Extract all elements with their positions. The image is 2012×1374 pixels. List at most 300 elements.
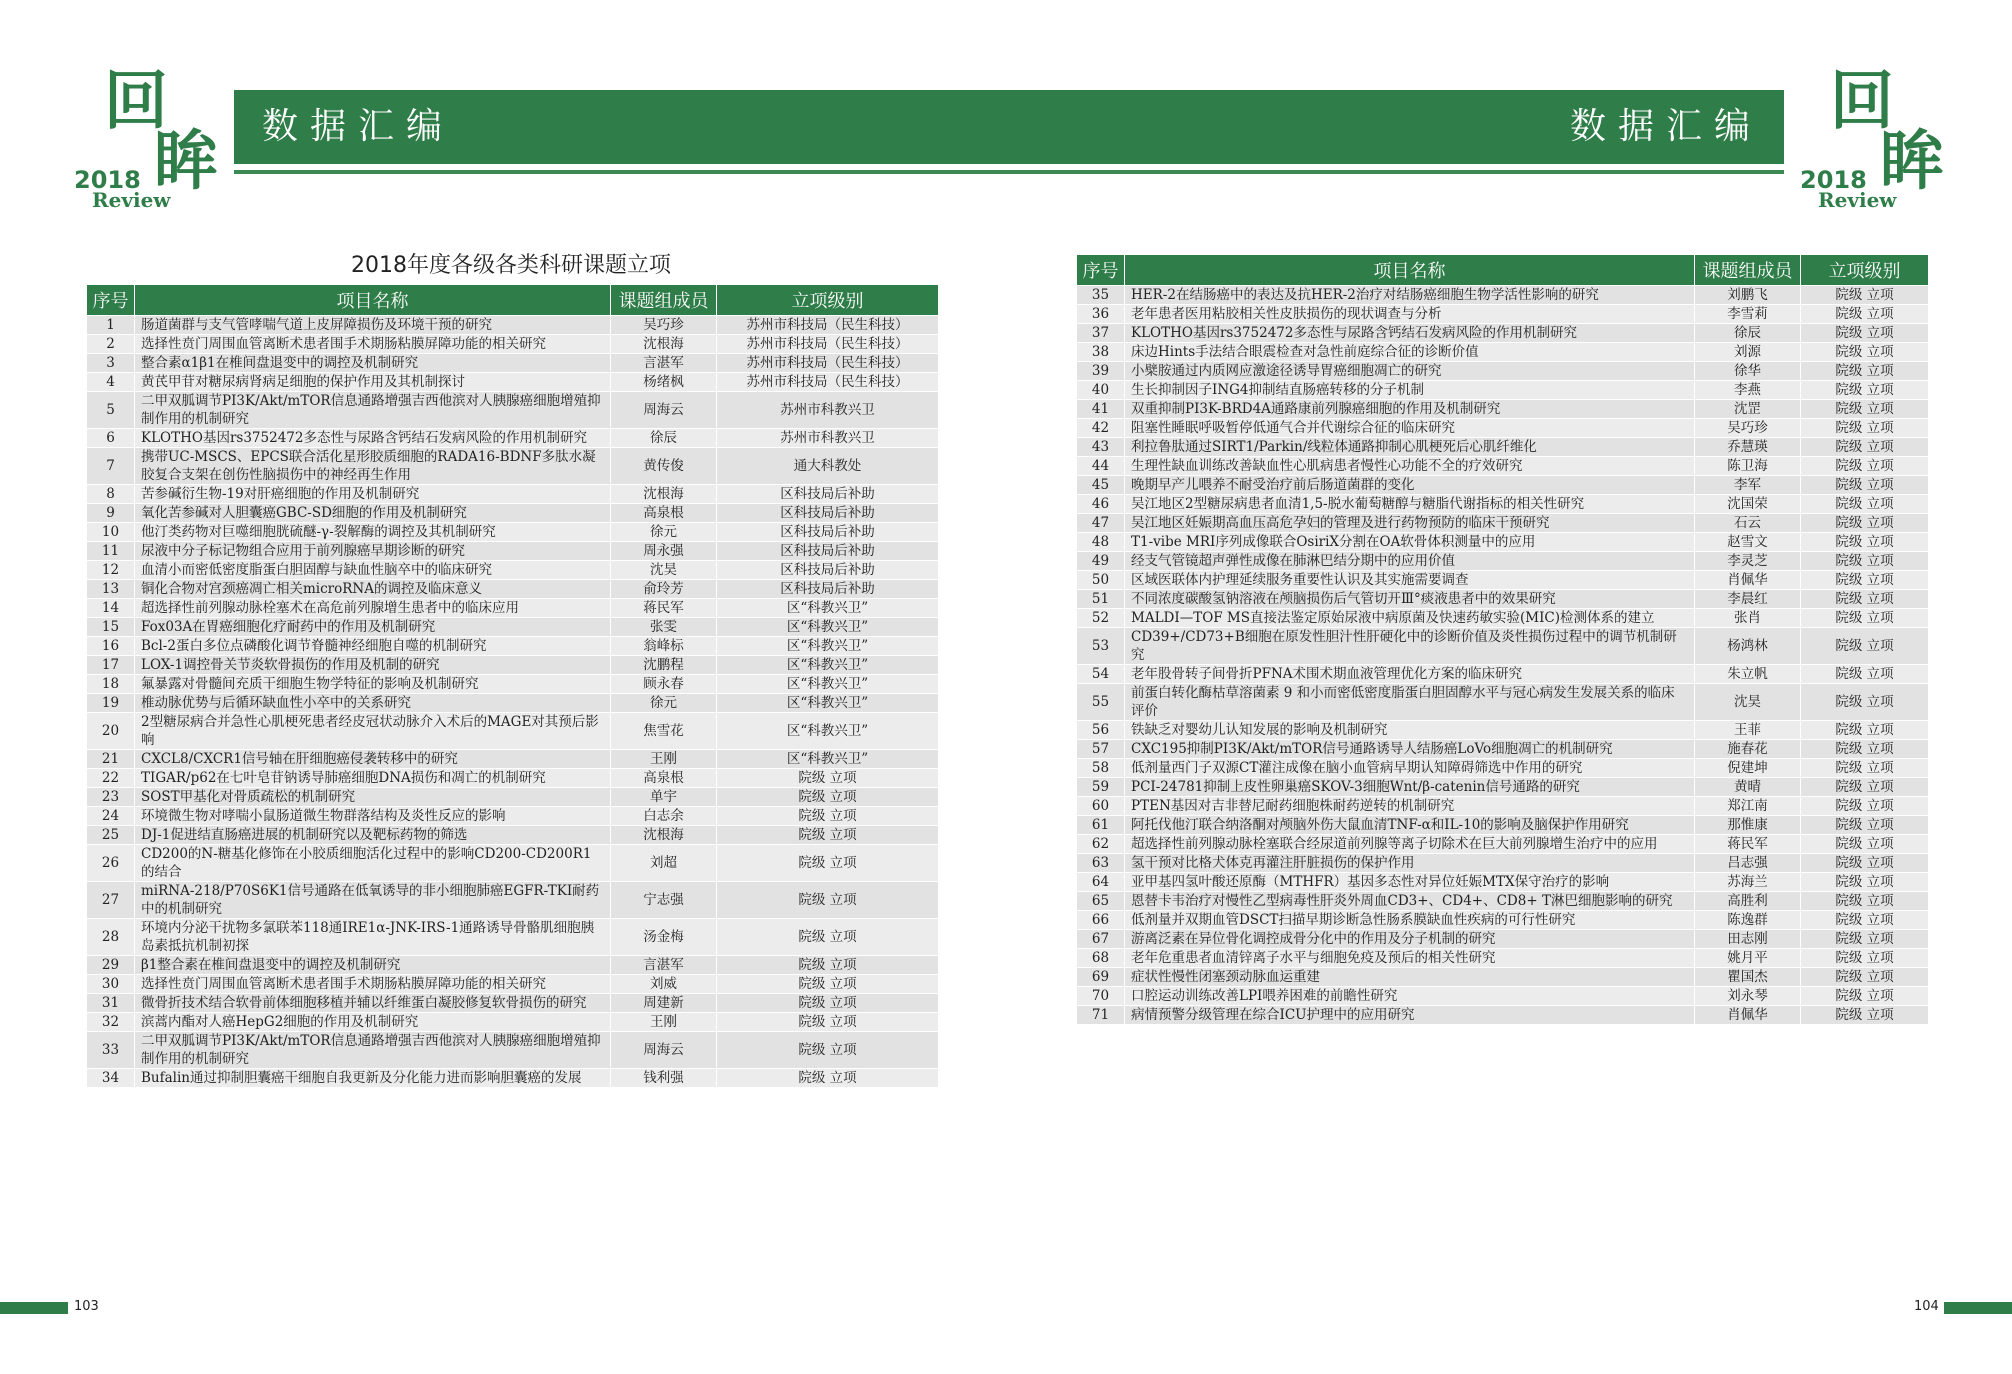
row-number: 46 — [1077, 495, 1125, 514]
project-level: 区科技局后补助 — [717, 542, 939, 561]
table-row — [1077, 571, 1929, 590]
project-name: 低剂量西门子双源CT灌注成像在脑小血管病早期认知障碍筛选中作用的研究 — [1125, 759, 1695, 778]
project-level: 院级 立项 — [717, 956, 939, 975]
row-number: 14 — [87, 599, 135, 618]
project-name: 吴江地区妊娠期高血压高危孕妇的管理及进行药物预防的临床干预研究 — [1125, 514, 1695, 533]
row-number: 55 — [1077, 684, 1125, 721]
row-number: 16 — [87, 637, 135, 656]
row-number: 11 — [87, 542, 135, 561]
row-number: 68 — [1077, 949, 1125, 968]
footer-bar-left — [0, 1302, 68, 1314]
project-level: 通大科教处 — [717, 448, 939, 485]
project-level: 院级 立项 — [1801, 949, 1929, 968]
table-row — [1077, 721, 1929, 740]
table-row — [87, 1069, 939, 1088]
project-name: 氧化苦参碱对人胆囊癌GBC-SD细胞的作用及机制研究 — [135, 504, 611, 523]
table-row — [1077, 514, 1929, 533]
project-members: 张雯 — [611, 618, 717, 637]
project-members: 白志余 — [611, 807, 717, 826]
table-row — [1077, 911, 1929, 930]
project-level: 院级 立项 — [1801, 419, 1929, 438]
table-row — [87, 485, 939, 504]
project-level: 院级 立项 — [1801, 438, 1929, 457]
table-row — [1077, 438, 1929, 457]
project-members: 李燕 — [1695, 381, 1801, 400]
table-row — [87, 750, 939, 769]
row-number: 23 — [87, 788, 135, 807]
table-row — [87, 561, 939, 580]
project-name: 阿托伐他汀联合纳洛酮对颅脑外伤大鼠血清TNF-α和IL-10的影响及脑保护作用研究 — [1125, 816, 1695, 835]
project-members: 单宇 — [611, 788, 717, 807]
project-name: 生长抑制因子ING4抑制结直肠癌转移的分子机制 — [1125, 381, 1695, 400]
project-members: 刘威 — [611, 975, 717, 994]
project-name: 环境内分泌干扰物多氯联苯118通IRE1α-JNK-IRS-1通路诱导骨骼肌细胞胰岛素抵抗机制初探 — [135, 919, 611, 956]
row-number: 53 — [1077, 628, 1125, 665]
project-level: 院级 立项 — [1801, 911, 1929, 930]
project-level: 苏州市科技局（民生科技） — [717, 373, 939, 392]
project-name: SOST甲基化对骨质疏松的机制研究 — [135, 788, 611, 807]
row-number: 42 — [1077, 419, 1125, 438]
project-level: 区科技局后补助 — [717, 561, 939, 580]
project-members: 沈昊 — [611, 561, 717, 580]
table-row — [1077, 797, 1929, 816]
project-level: 院级 立项 — [1801, 552, 1929, 571]
logo-review: Review — [1818, 188, 1897, 212]
project-level: 区“科教兴卫” — [717, 656, 939, 675]
project-level: 院级 立项 — [717, 807, 939, 826]
row-number: 31 — [87, 994, 135, 1013]
project-name: miRNA-218/P70S6K1信号通路在低氧诱导的非小细胞肺癌EGFR-TKI耐药中的机制研究 — [135, 882, 611, 919]
project-level: 院级 立项 — [1801, 590, 1929, 609]
project-members: 杨绪枫 — [611, 373, 717, 392]
project-level: 院级 立项 — [717, 1032, 939, 1069]
row-number: 57 — [1077, 740, 1125, 759]
row-number: 58 — [1077, 759, 1125, 778]
table-row — [1077, 419, 1929, 438]
row-number: 28 — [87, 919, 135, 956]
row-number: 52 — [1077, 609, 1125, 628]
project-level: 苏州市科技局（民生科技） — [717, 316, 939, 335]
table-row — [1077, 628, 1929, 665]
table-row — [87, 788, 939, 807]
row-number: 51 — [1077, 590, 1125, 609]
table-row — [1077, 835, 1929, 854]
logo-char-hui: 回 — [104, 64, 168, 139]
table-row — [87, 373, 939, 392]
row-number: 22 — [87, 769, 135, 788]
row-number: 40 — [1077, 381, 1125, 400]
project-name: 症状性慢性闭塞颈动脉血运重建 — [1125, 968, 1695, 987]
project-name: 滨蒿内酯对人癌HepG2细胞的作用及机制研究 — [135, 1013, 611, 1032]
row-number: 30 — [87, 975, 135, 994]
row-number: 70 — [1077, 987, 1125, 1006]
row-number: 5 — [87, 392, 135, 429]
project-members: 李晨红 — [1695, 590, 1801, 609]
row-number: 71 — [1077, 1006, 1125, 1025]
project-name: DJ-1促进结直肠癌进展的机制研究以及靶标药物的筛选 — [135, 826, 611, 845]
project-members: 黄晴 — [1695, 778, 1801, 797]
project-members: 姚月平 — [1695, 949, 1801, 968]
row-number: 37 — [1077, 324, 1125, 343]
project-name: 二甲双胍调节PI3K/Akt/mTOR信息通路增强吉西他滨对人胰腺癌细胞增殖抑制作用的机制研究 — [135, 392, 611, 429]
project-level: 院级 立项 — [1801, 571, 1929, 590]
table-row — [87, 504, 939, 523]
project-name: TIGAR/p62在七叶皂苷钠诱导肺癌细胞DNA损伤和凋亡的机制研究 — [135, 769, 611, 788]
row-number: 44 — [1077, 457, 1125, 476]
col-header-no: 序号 — [1077, 255, 1125, 286]
table-row — [1077, 343, 1929, 362]
project-name: CD200的N-糖基化修饰在小胶质细胞活化过程中的影响CD200-CD200R1的结合 — [135, 845, 611, 882]
row-number: 34 — [87, 1069, 135, 1088]
project-members: 瞿国杰 — [1695, 968, 1801, 987]
project-members: 高泉根 — [611, 769, 717, 788]
project-name: 肠道菌群与支气管哮喘气道上皮屏障损伤及环境干预的研究 — [135, 316, 611, 335]
table-row — [1077, 778, 1929, 797]
project-name: Bufalin通过抑制胆囊癌干细胞自我更新及分化能力进而影响胆囊癌的发展 — [135, 1069, 611, 1088]
project-level: 院级 立项 — [1801, 759, 1929, 778]
project-name: 游离泛素在异位骨化调控成骨分化中的作用及分子机制的研究 — [1125, 930, 1695, 949]
project-name: 不同浓度碳酸氢钠溶液在颅脑损伤后气管切开Ⅲ°痰液患者中的效果研究 — [1125, 590, 1695, 609]
project-name: 前蛋白转化酶枯草溶菌素 9 和小而密低密度脂蛋白胆固醇水平与冠心病发生发展关系的临床评价 — [1125, 684, 1695, 721]
table-row — [87, 919, 939, 956]
project-members: 蒋民军 — [1695, 835, 1801, 854]
table-row — [1077, 286, 1929, 305]
table-row — [1077, 987, 1929, 1006]
project-level: 区“科教兴卫” — [717, 637, 939, 656]
project-name: HER-2在结肠癌中的表达及抗HER-2治疗对结肠癌细胞生物学活性影响的研究 — [1125, 286, 1695, 305]
project-members: 乔慧瑛 — [1695, 438, 1801, 457]
row-number: 17 — [87, 656, 135, 675]
project-members: 顾永春 — [611, 675, 717, 694]
project-name: LOX-1调控骨关节炎软骨损伤的作用及机制的研究 — [135, 656, 611, 675]
row-number: 19 — [87, 694, 135, 713]
project-members: 蒋民军 — [611, 599, 717, 618]
row-number: 32 — [87, 1013, 135, 1032]
row-number: 69 — [1077, 968, 1125, 987]
row-number: 33 — [87, 1032, 135, 1069]
project-name: 选择性贲门周围血管离断术患者围手术期肠粘膜屏障功能的相关研究 — [135, 335, 611, 354]
project-members: 翁峰标 — [611, 637, 717, 656]
project-members: 沈根海 — [611, 826, 717, 845]
col-header-level: 立项级别 — [1801, 255, 1929, 286]
project-name: MALDI—TOF MS直接法鉴定原始尿液中病原菌及快速药敏实验(MIC)检测体系的建立 — [1125, 609, 1695, 628]
row-number: 66 — [1077, 911, 1125, 930]
project-name: PCI-24781抑制上皮性卵巢癌SKOV-3细胞Wnt/β-catenin信号通路的研究 — [1125, 778, 1695, 797]
project-level: 院级 立项 — [1801, 305, 1929, 324]
row-number: 43 — [1077, 438, 1125, 457]
project-level: 院级 立项 — [717, 994, 939, 1013]
row-number: 61 — [1077, 816, 1125, 835]
project-members: 李军 — [1695, 476, 1801, 495]
project-level: 院级 立项 — [1801, 968, 1929, 987]
project-level: 院级 立项 — [1801, 343, 1929, 362]
table-row — [87, 807, 939, 826]
project-name: CXCL8/CXCR1信号轴在肝细胞癌侵袭转移中的研究 — [135, 750, 611, 769]
table-row — [1077, 495, 1929, 514]
table-caption: 2018年度各级各类科研课题立项 — [351, 253, 671, 278]
project-members: 徐元 — [611, 694, 717, 713]
project-members: 杨鸿林 — [1695, 628, 1801, 665]
project-level: 院级 立项 — [717, 769, 939, 788]
table-row — [87, 429, 939, 448]
logo-review: Review — [92, 188, 171, 212]
table-row — [87, 618, 939, 637]
row-number: 59 — [1077, 778, 1125, 797]
project-members: 王菲 — [1695, 721, 1801, 740]
project-name: 二甲双胍调节PI3K/Akt/mTOR信息通路增强吉西他滨对人胰腺癌细胞增殖抑制作用的机制研究 — [135, 1032, 611, 1069]
project-members: 周海云 — [611, 392, 717, 429]
project-name: 恩替卡韦治疗对慢性乙型病毒性肝炎外周血CD3+、CD4+、CD8+ T淋巴细胞影响的研究 — [1125, 892, 1695, 911]
table-row — [87, 316, 939, 335]
page-number-left: 103 — [74, 1299, 99, 1314]
project-level: 苏州市科技局（民生科技） — [717, 335, 939, 354]
left-section-title: 数据汇编 — [262, 106, 455, 147]
table-row — [87, 826, 939, 845]
project-name: CXC195抑制PI3K/Akt/mTOR信号通路诱导人结肠癌LoVo细胞凋亡的机制研究 — [1125, 740, 1695, 759]
project-members: 汤金梅 — [611, 919, 717, 956]
row-number: 60 — [1077, 797, 1125, 816]
project-level: 院级 立项 — [1801, 381, 1929, 400]
project-name: 晚期早产儿喂养不耐受治疗前后肠道菌群的变化 — [1125, 476, 1695, 495]
row-number: 2 — [87, 335, 135, 354]
project-level: 院级 立项 — [1801, 854, 1929, 873]
project-members: 石云 — [1695, 514, 1801, 533]
project-level: 院级 立项 — [1801, 324, 1929, 343]
table-row — [87, 599, 939, 618]
project-members: 吕志强 — [1695, 854, 1801, 873]
header-band — [234, 90, 1784, 164]
table-row — [1077, 552, 1929, 571]
project-level: 院级 立项 — [717, 845, 939, 882]
project-members: 徐华 — [1695, 362, 1801, 381]
project-level: 院级 立项 — [1801, 797, 1929, 816]
project-level: 院级 立项 — [1801, 684, 1929, 721]
project-level: 区“科教兴卫” — [717, 675, 939, 694]
project-members: 言湛军 — [611, 956, 717, 975]
project-members: 郑江南 — [1695, 797, 1801, 816]
project-level: 院级 立项 — [1801, 533, 1929, 552]
table-header-row — [87, 285, 939, 316]
project-members: 徐元 — [611, 523, 717, 542]
project-name: KLOTHO基因rs3752472多态性与尿路含钙结石发病风险的作用机制研究 — [1125, 324, 1695, 343]
row-number: 50 — [1077, 571, 1125, 590]
project-name: 阻塞性睡眠呼吸暂停低通气合并代谢综合征的临床研究 — [1125, 419, 1695, 438]
project-level: 院级 立项 — [1801, 495, 1929, 514]
table-row — [1077, 609, 1929, 628]
table-row — [1077, 930, 1929, 949]
row-number: 25 — [87, 826, 135, 845]
row-number: 9 — [87, 504, 135, 523]
project-members: 肖佩华 — [1695, 1006, 1801, 1025]
project-members: 沈根海 — [611, 485, 717, 504]
project-members: 陈逸群 — [1695, 911, 1801, 930]
page-number-right: 104 — [1914, 1299, 1939, 1314]
project-level: 区“科教兴卫” — [717, 694, 939, 713]
row-number: 39 — [1077, 362, 1125, 381]
row-number: 65 — [1077, 892, 1125, 911]
row-number: 8 — [87, 485, 135, 504]
project-level: 院级 立项 — [1801, 740, 1929, 759]
table-row — [1077, 892, 1929, 911]
project-level: 院级 立项 — [1801, 778, 1929, 797]
row-number: 13 — [87, 580, 135, 599]
table-row — [87, 769, 939, 788]
row-number: 38 — [1077, 343, 1125, 362]
table-row — [87, 882, 939, 919]
project-level: 院级 立项 — [717, 919, 939, 956]
project-level: 苏州市科教兴卫 — [717, 392, 939, 429]
project-members: 徐辰 — [611, 429, 717, 448]
table-row — [1077, 381, 1929, 400]
project-name: 口腔运动训练改善LPI喂养困难的前瞻性研究 — [1125, 987, 1695, 1006]
table-row — [87, 1032, 939, 1069]
review-logo-left — [74, 64, 234, 212]
project-members: 沈昊 — [1695, 684, 1801, 721]
logo-year: 2018 — [1800, 166, 1867, 194]
table-row — [87, 354, 939, 373]
project-name: 黄芪甲苷对糖尿病肾病足细胞的保护作用及其机制探讨 — [135, 373, 611, 392]
project-level: 区科技局后补助 — [717, 485, 939, 504]
table-row — [87, 994, 939, 1013]
row-number: 45 — [1077, 476, 1125, 495]
table-row — [1077, 740, 1929, 759]
project-members: 钱利强 — [611, 1069, 717, 1088]
project-name: 超选择性前列腺动脉栓塞联合经尿道前列腺等离子切除术在巨大前列腺增生治疗中的应用 — [1125, 835, 1695, 854]
project-level: 院级 立项 — [717, 826, 939, 845]
project-level: 院级 立项 — [717, 882, 939, 919]
table-row — [87, 580, 939, 599]
project-name: 血清小而密低密度脂蛋白胆固醇与缺血性脑卒中的临床研究 — [135, 561, 611, 580]
project-members: 倪建坤 — [1695, 759, 1801, 778]
project-name: 整合素α1β1在椎间盘退变中的调控及机制研究 — [135, 354, 611, 373]
project-members: 朱立帆 — [1695, 665, 1801, 684]
project-members: 焦雪花 — [611, 713, 717, 750]
project-level: 区科技局后补助 — [717, 580, 939, 599]
table-row — [1077, 476, 1929, 495]
project-level: 苏州市科教兴卫 — [717, 429, 939, 448]
row-number: 35 — [1077, 286, 1125, 305]
table-row — [87, 975, 939, 994]
project-name: 超选择性前列腺动脉栓塞术在高危前列腺增生患者中的临床应用 — [135, 599, 611, 618]
project-name: β1整合素在椎间盘退变中的调控及机制研究 — [135, 956, 611, 975]
table-row — [87, 448, 939, 485]
project-name: 病情预警分级管理在综合ICU护理中的应用研究 — [1125, 1006, 1695, 1025]
table-row — [1077, 1006, 1929, 1025]
logo-char-mou: 眸 — [1880, 124, 1944, 199]
project-level: 区“科教兴卫” — [717, 618, 939, 637]
row-number: 3 — [87, 354, 135, 373]
project-name: 氟暴露对骨髓间充质干细胞生物学特征的影响及机制研究 — [135, 675, 611, 694]
project-level: 院级 立项 — [1801, 816, 1929, 835]
header-underline — [234, 170, 1784, 174]
table-row — [87, 713, 939, 750]
project-members: 陈卫海 — [1695, 457, 1801, 476]
col-header-name: 项目名称 — [135, 285, 611, 316]
project-members: 李灵芝 — [1695, 552, 1801, 571]
table-row — [87, 656, 939, 675]
table-row — [87, 637, 939, 656]
project-members: 宁志强 — [611, 882, 717, 919]
project-name: 2型糖尿病合并急性心肌梗死患者经皮冠状动脉介入术后的MAGE对其预后影响 — [135, 713, 611, 750]
project-members: 王刚 — [611, 750, 717, 769]
table-row — [1077, 854, 1929, 873]
right-section-title: 数据汇编 — [1569, 106, 1762, 147]
project-level: 院级 立项 — [1801, 665, 1929, 684]
project-level: 院级 立项 — [1801, 987, 1929, 1006]
row-number: 48 — [1077, 533, 1125, 552]
table-row — [87, 845, 939, 882]
project-name: 苦参碱衍生物-19对肝癌细胞的作用及机制研究 — [135, 485, 611, 504]
project-name: PTEN基因对吉非替尼耐药细胞株耐药逆转的机制研究 — [1125, 797, 1695, 816]
logo-char-mou: 眸 — [154, 124, 218, 199]
project-members: 王刚 — [611, 1013, 717, 1032]
project-name: T1-vibe MRI序列成像联合OsiriX分割在OA软骨体积测量中的应用 — [1125, 533, 1695, 552]
project-name: 亚甲基四氢叶酸还原酶（MTHFR）基因多态性对异位妊娠MTX保守治疗的影响 — [1125, 873, 1695, 892]
table-header-row — [1077, 255, 1929, 286]
project-members: 刘源 — [1695, 343, 1801, 362]
table-row — [1077, 684, 1929, 721]
project-level: 院级 立项 — [1801, 628, 1929, 665]
project-level: 区“科教兴卫” — [717, 750, 939, 769]
table-row — [87, 694, 939, 713]
project-members: 周永强 — [611, 542, 717, 561]
table-row — [1077, 305, 1929, 324]
project-level: 院级 立项 — [1801, 892, 1929, 911]
col-header-member: 课题组成员 — [611, 285, 717, 316]
project-members: 高胜利 — [1695, 892, 1801, 911]
project-name: 区域医联体内护理延续服务重要性认识及其实施需要调查 — [1125, 571, 1695, 590]
table-row — [87, 523, 939, 542]
col-header-name: 项目名称 — [1125, 255, 1695, 286]
project-members: 施春花 — [1695, 740, 1801, 759]
row-number: 21 — [87, 750, 135, 769]
logo-year: 2018 — [74, 166, 141, 194]
project-level: 院级 立项 — [717, 1069, 939, 1088]
project-level: 区科技局后补助 — [717, 523, 939, 542]
row-number: 36 — [1077, 305, 1125, 324]
project-level: 区“科教兴卫” — [717, 713, 939, 750]
project-level: 区科技局后补助 — [717, 504, 939, 523]
project-name: 老年股骨转子间骨折PFNA术围术期血液管理优化方案的临床研究 — [1125, 665, 1695, 684]
table-row — [1077, 362, 1929, 381]
project-name: 生理性缺血训练改善缺血性心肌病患者慢性心功能不全的疗效研究 — [1125, 457, 1695, 476]
project-members: 沈鹏程 — [611, 656, 717, 675]
table-row — [87, 542, 939, 561]
table-row — [1077, 533, 1929, 552]
row-number: 49 — [1077, 552, 1125, 571]
project-name: 尿液中分子标记物组合应用于前列腺癌早期诊断的研究 — [135, 542, 611, 561]
row-number: 15 — [87, 618, 135, 637]
project-name: 老年危重患者血清锌离子水平与细胞免疫及预后的相关性研究 — [1125, 949, 1695, 968]
table-row — [1077, 324, 1929, 343]
project-name: 床边Hints手法结合眼震检查对急性前庭综合征的诊断价值 — [1125, 343, 1695, 362]
project-members: 吴巧珍 — [611, 316, 717, 335]
table-row — [1077, 968, 1929, 987]
row-number: 27 — [87, 882, 135, 919]
col-header-level: 立项级别 — [717, 285, 939, 316]
table-row — [1077, 816, 1929, 835]
table-row — [87, 392, 939, 429]
project-level: 院级 立项 — [1801, 362, 1929, 381]
project-name: 微骨折技术结合软骨前体细胞移植并辅以纤维蛋白凝胶修复软骨损伤的研究 — [135, 994, 611, 1013]
project-name: 老年患者医用粘胶相关性皮肤损伤的现状调查与分析 — [1125, 305, 1695, 324]
projects-table-right — [1076, 254, 1929, 1025]
project-name: 椎动脉优势与后循环缺血性小卒中的关系研究 — [135, 694, 611, 713]
project-name: 选择性贲门周围血管离断术患者围手术期肠粘膜屏障功能的相关研究 — [135, 975, 611, 994]
project-members: 李雪莉 — [1695, 305, 1801, 324]
project-members: 徐辰 — [1695, 324, 1801, 343]
project-members: 赵雪文 — [1695, 533, 1801, 552]
